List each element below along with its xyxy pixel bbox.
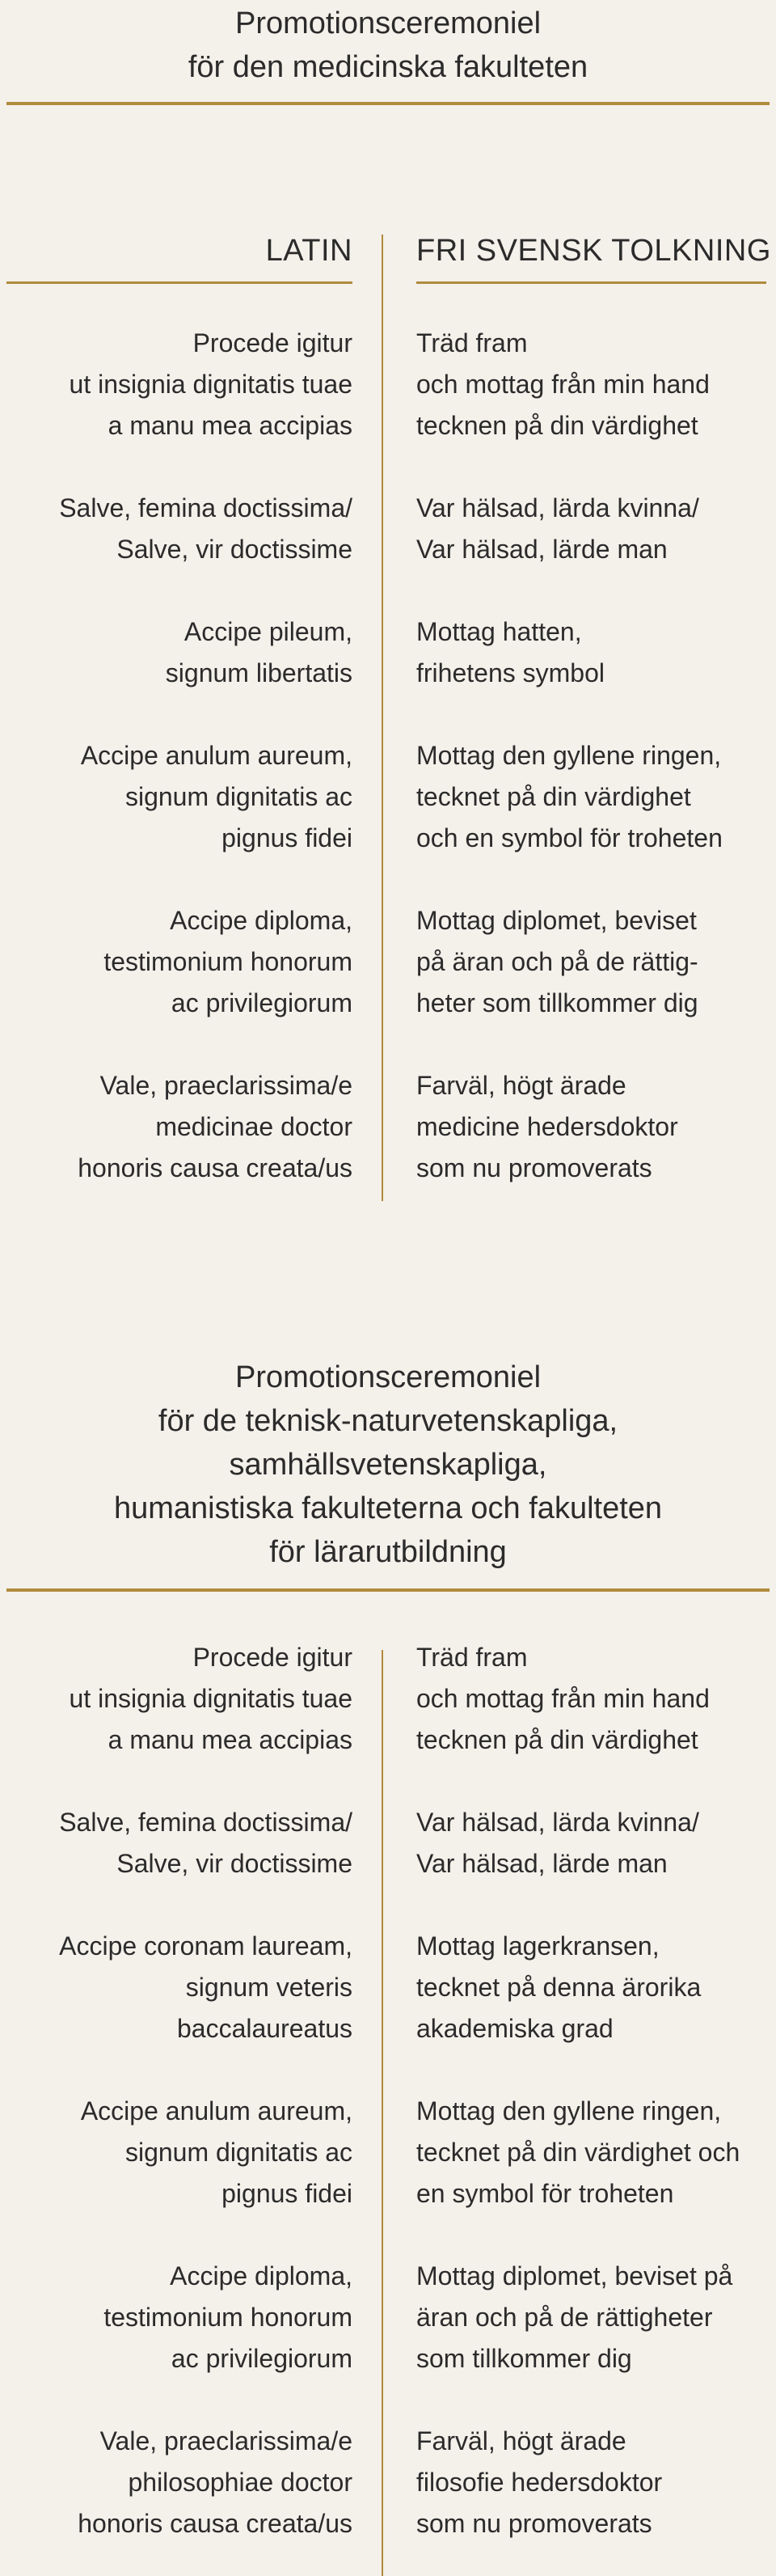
verse-line: filosofie hedersdoktor — [416, 2468, 663, 2497]
verse-line: som nu promoverats — [416, 2509, 652, 2538]
stanza — [0, 900, 352, 1024]
verse-line: äran och på de rättigheter — [416, 2303, 713, 2332]
stanza — [416, 735, 776, 859]
verse-line: tecknen på din värdighet — [416, 411, 698, 440]
stanza — [0, 2091, 352, 2214]
stanza — [0, 735, 352, 859]
latin-stanzas — [0, 1637, 352, 2544]
stanza — [416, 900, 776, 1024]
verse-line: Accipe anulum aureum, — [80, 2096, 352, 2126]
stanza — [416, 1802, 776, 1884]
swedish-stanzas — [416, 323, 776, 1189]
title-line: för den medicinska fakulteten — [188, 50, 588, 84]
verse-line: testimonium honorum — [103, 2303, 352, 2332]
verse-line: testimonium honorum — [103, 947, 352, 976]
verse-line: ac privilegiorum — [171, 2344, 352, 2373]
stanza — [0, 611, 352, 694]
verse-line: på äran och på de rättig- — [416, 947, 698, 976]
verse-line: baccalaureatus — [176, 2014, 352, 2043]
two-column-text — [0, 1592, 776, 2562]
verse-line: ac privilegiorum — [171, 988, 352, 1017]
verse-line: Accipe coronam lauream, — [59, 1931, 352, 1961]
verse-line: honoris causa creata/us — [78, 1153, 352, 1182]
stanza — [416, 2091, 776, 2214]
stanza — [416, 1065, 776, 1189]
verse-line: som tillkommer dig — [416, 2344, 632, 2373]
stanza — [0, 1065, 352, 1189]
verse-line: Accipe diploma, — [170, 2261, 352, 2290]
verse-line: signum veteris — [185, 1973, 352, 2002]
verse-line: pignus fidei — [221, 823, 352, 852]
heading-rule — [6, 281, 352, 284]
verse-line: Mottag diplomet, beviset på — [416, 2261, 733, 2290]
latin-column — [0, 1637, 352, 2544]
latin-column — [0, 231, 352, 1189]
verse-line: a manu mea accipias — [108, 411, 352, 440]
latin-stanzas — [0, 323, 352, 1189]
verse-line: frihetens symbol — [416, 658, 605, 687]
verse-line: Salve, femina doctissima/ — [59, 1808, 352, 1837]
verse-line: tecknen på din värdighet — [416, 1725, 698, 1754]
verse-line: Farväl, högt ärade — [416, 1071, 626, 1100]
stanza — [416, 1637, 776, 1761]
verse-line: Salve, vir doctissime — [116, 1849, 352, 1878]
verse-line: tecknet på din värdighet och — [416, 2138, 740, 2167]
two-column-text — [0, 105, 776, 1229]
verse-line: och en symbol för troheten — [416, 823, 723, 852]
verse-line: Mottag hatten, — [416, 617, 582, 646]
verse-line: Procede igitur — [192, 1643, 352, 1672]
section-medical-faculty — [0, 0, 776, 1229]
verse-line: akademiska grad — [416, 2014, 614, 2043]
verse-line: tecknet på denna ärorika — [416, 1973, 702, 2002]
stanza — [0, 1926, 352, 2049]
stanza — [416, 1926, 776, 2049]
verse-line: Farväl, högt ärade — [416, 2426, 626, 2455]
verse-line: honoris causa creata/us — [78, 2509, 352, 2538]
stanza — [416, 2421, 776, 2544]
column-divider — [382, 235, 383, 1201]
verse-line: Mottag den gyllene ringen, — [416, 2096, 722, 2126]
verse-line: signum dignitatis ac — [124, 782, 352, 811]
verse-line: Vale, praeclarissima/e — [99, 1071, 352, 1100]
section-title — [0, 0, 776, 89]
swedish-stanzas — [416, 1637, 776, 2544]
verse-line: pignus fidei — [221, 2179, 352, 2208]
stanza — [0, 2256, 352, 2379]
verse-line: ut insignia dignitatis tuae — [69, 1684, 352, 1713]
latin-heading: LATIN — [265, 234, 352, 268]
verse-line: signum libertatis — [165, 658, 352, 687]
verse-line: Accipe pileum, — [183, 617, 352, 646]
stanza — [416, 323, 776, 446]
verse-line: Mottag den gyllene ringen, — [416, 741, 722, 770]
verse-line: signum dignitatis ac — [124, 2138, 352, 2167]
verse-line: Var hälsad, lärda kvinna/ — [416, 1808, 699, 1837]
verse-line: a manu mea accipias — [108, 1725, 352, 1754]
title-line: humanistiska fakulteterna och fakulteten — [113, 1491, 663, 1525]
section-title — [0, 1356, 776, 1574]
stanza — [0, 488, 352, 570]
verse-line: tecknet på din värdighet — [416, 782, 691, 811]
verse-line: Salve, vir doctissime — [116, 535, 352, 564]
verse-line: och mottag från min hand — [416, 1684, 710, 1713]
verse-line: heter som tillkommer dig — [416, 988, 698, 1017]
heading-rule — [416, 281, 766, 284]
stanza — [416, 611, 776, 694]
stanza — [0, 323, 352, 446]
title-line: Promotionsceremoniel — [234, 1360, 542, 1394]
swedish-heading: FRI SVENSK TOLKNING — [416, 234, 771, 268]
stanza — [0, 2421, 352, 2544]
swedish-column — [416, 1637, 776, 2544]
verse-line: Var hälsad, lärda kvinna/ — [416, 493, 699, 522]
verse-line: som nu promoverats — [416, 1153, 652, 1182]
verse-line: Träd fram — [416, 328, 528, 357]
stanza — [416, 2256, 776, 2379]
stanza — [416, 488, 776, 570]
verse-line: Accipe diploma, — [170, 906, 352, 935]
verse-line: medicine hedersdoktor — [416, 1112, 678, 1141]
swedish-column — [416, 231, 776, 1189]
verse-line: philosophiae doctor — [128, 2468, 352, 2497]
verse-line: ut insignia dignitatis tuae — [69, 370, 352, 399]
stanza — [0, 1637, 352, 1761]
column-divider — [382, 1650, 383, 2576]
verse-line: medicinae doctor — [155, 1112, 352, 1141]
section-other-faculties — [0, 1356, 776, 2562]
verse-line: Vale, praeclarissima/e — [99, 2426, 352, 2455]
verse-line: Var hälsad, lärde man — [416, 1849, 668, 1878]
title-line: för de teknisk-naturvetenskapliga, samhällsvetenskapliga, — [158, 1404, 618, 1482]
verse-line: Salve, femina doctissima/ — [59, 493, 352, 522]
verse-line: Var hälsad, lärde man — [416, 535, 668, 564]
verse-line: Mottag diplomet, beviset — [416, 906, 697, 935]
verse-line: en symbol för troheten — [416, 2179, 674, 2208]
verse-line: Träd fram — [416, 1643, 528, 1672]
verse-line: och mottag från min hand — [416, 370, 710, 399]
verse-line: Mottag lagerkransen, — [416, 1931, 660, 1961]
verse-line: Procede igitur — [192, 328, 352, 357]
title-line: för lärarutbildning — [269, 1535, 507, 1569]
title-line: Promotionsceremoniel — [234, 6, 542, 40]
stanza — [0, 1802, 352, 1884]
verse-line: Accipe anulum aureum, — [80, 741, 352, 770]
